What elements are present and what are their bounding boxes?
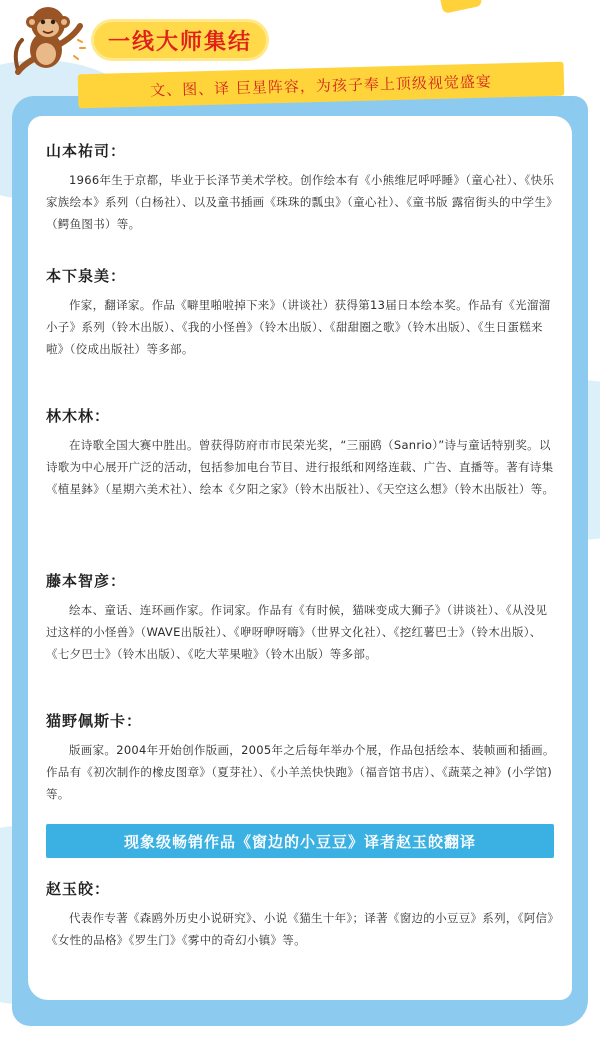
translator-banner: [46, 824, 554, 858]
author-name: 本下泉美：: [46, 267, 127, 285]
page-title: 一线大师集结: [108, 29, 253, 55]
author-bio: 1966年生于京都，毕业于长泽节美术学校。创作绘本有《小熊维尼呼呼睡》（童心社）、《快乐家族绘本》系列（白杨社）、以及童书插画《珠珠的瓢虫》（童心社）、《童书版 露宿街头的中学生》（鳄鱼图书）等。: [46, 173, 555, 231]
author-bio: 绘本、童话、连环画作家。作词家。作品有《有时候，猫咪变成大狮子》（讲谈社）、《从没见过这样的小怪兽》（WAVE出版社）、《咿呀咿呀嗨》（世界文化社）、《挖红薯巴士》（铃木出版）、《七夕巴士》（铃木出版）、《吃大苹果啦》（铃木出版）等多部。: [46, 603, 548, 661]
author-name: 山本祐司：: [46, 142, 127, 160]
page-subtitle: 文、图、译 巨星阵容，为孩子奉上顶级视觉盛宴: [149, 72, 493, 99]
title-pill: [94, 22, 266, 58]
author-bio: 作家，翻译家。作品《噼里啪啦掉下来》（讲谈社）获得第13届日本绘本奖。作品有《光溜溜小子》系列（铃木出版）、《我的小怪兽》（铃木出版）、《甜甜圈之歌》（铃木出版）、《生日蛋糕来啦》（佼成出版社）等多部。: [46, 298, 551, 356]
author-name: 猫野佩斯卡：: [46, 712, 143, 730]
translator-name: 赵玉皎：: [46, 880, 111, 898]
translator-section: [46, 878, 556, 951]
corner-decoration: [438, 0, 483, 14]
monkey-icon: [8, 0, 90, 80]
content-card: [30, 118, 570, 998]
translator-banner-text: 现象级畅销作品《窗边的小豆豆》译者赵玉皎翻译: [123, 832, 476, 851]
author-section: [46, 710, 556, 805]
author-section: [46, 265, 556, 360]
author-bio: 版画家。2004年开始创作版画，2005年之后每年举办个展，作品包括绘本、装帧画和插画。作品有《初次制作的橡皮图章》（夏芽社）、《小羊羔快快跑》（福音馆书店）、《蔬菜之神》(小学馆)等。: [46, 743, 555, 801]
translator-bio: 代表作专著《森鸥外历史小说研究》、小说《猫生十年》；译著《窗边的小豆豆》系列，《阿信》《女性的品格》《罗生门》《雾中的奇幻小镇》等。: [46, 911, 554, 947]
author-section: [46, 405, 556, 500]
author-name: 藤本智彦：: [46, 572, 127, 590]
author-bio: 在诗歌全国大赛中胜出。曾获得防府市市民荣光奖，“三丽鸥（Sanrio）”诗与童话特别奖。以诗歌为中心展开广泛的活动，包括参加电台节目、进行报纸和网络连载、广告、直播等。著有诗集《植星鉢》（星期六美术社）、绘本《夕阳之家》（铃木出版社）、《天空这么想》（铃木出版社）等。: [46, 438, 555, 496]
author-section: [46, 570, 556, 665]
author-section: [46, 140, 556, 235]
author-name: 林木林：: [46, 407, 111, 425]
